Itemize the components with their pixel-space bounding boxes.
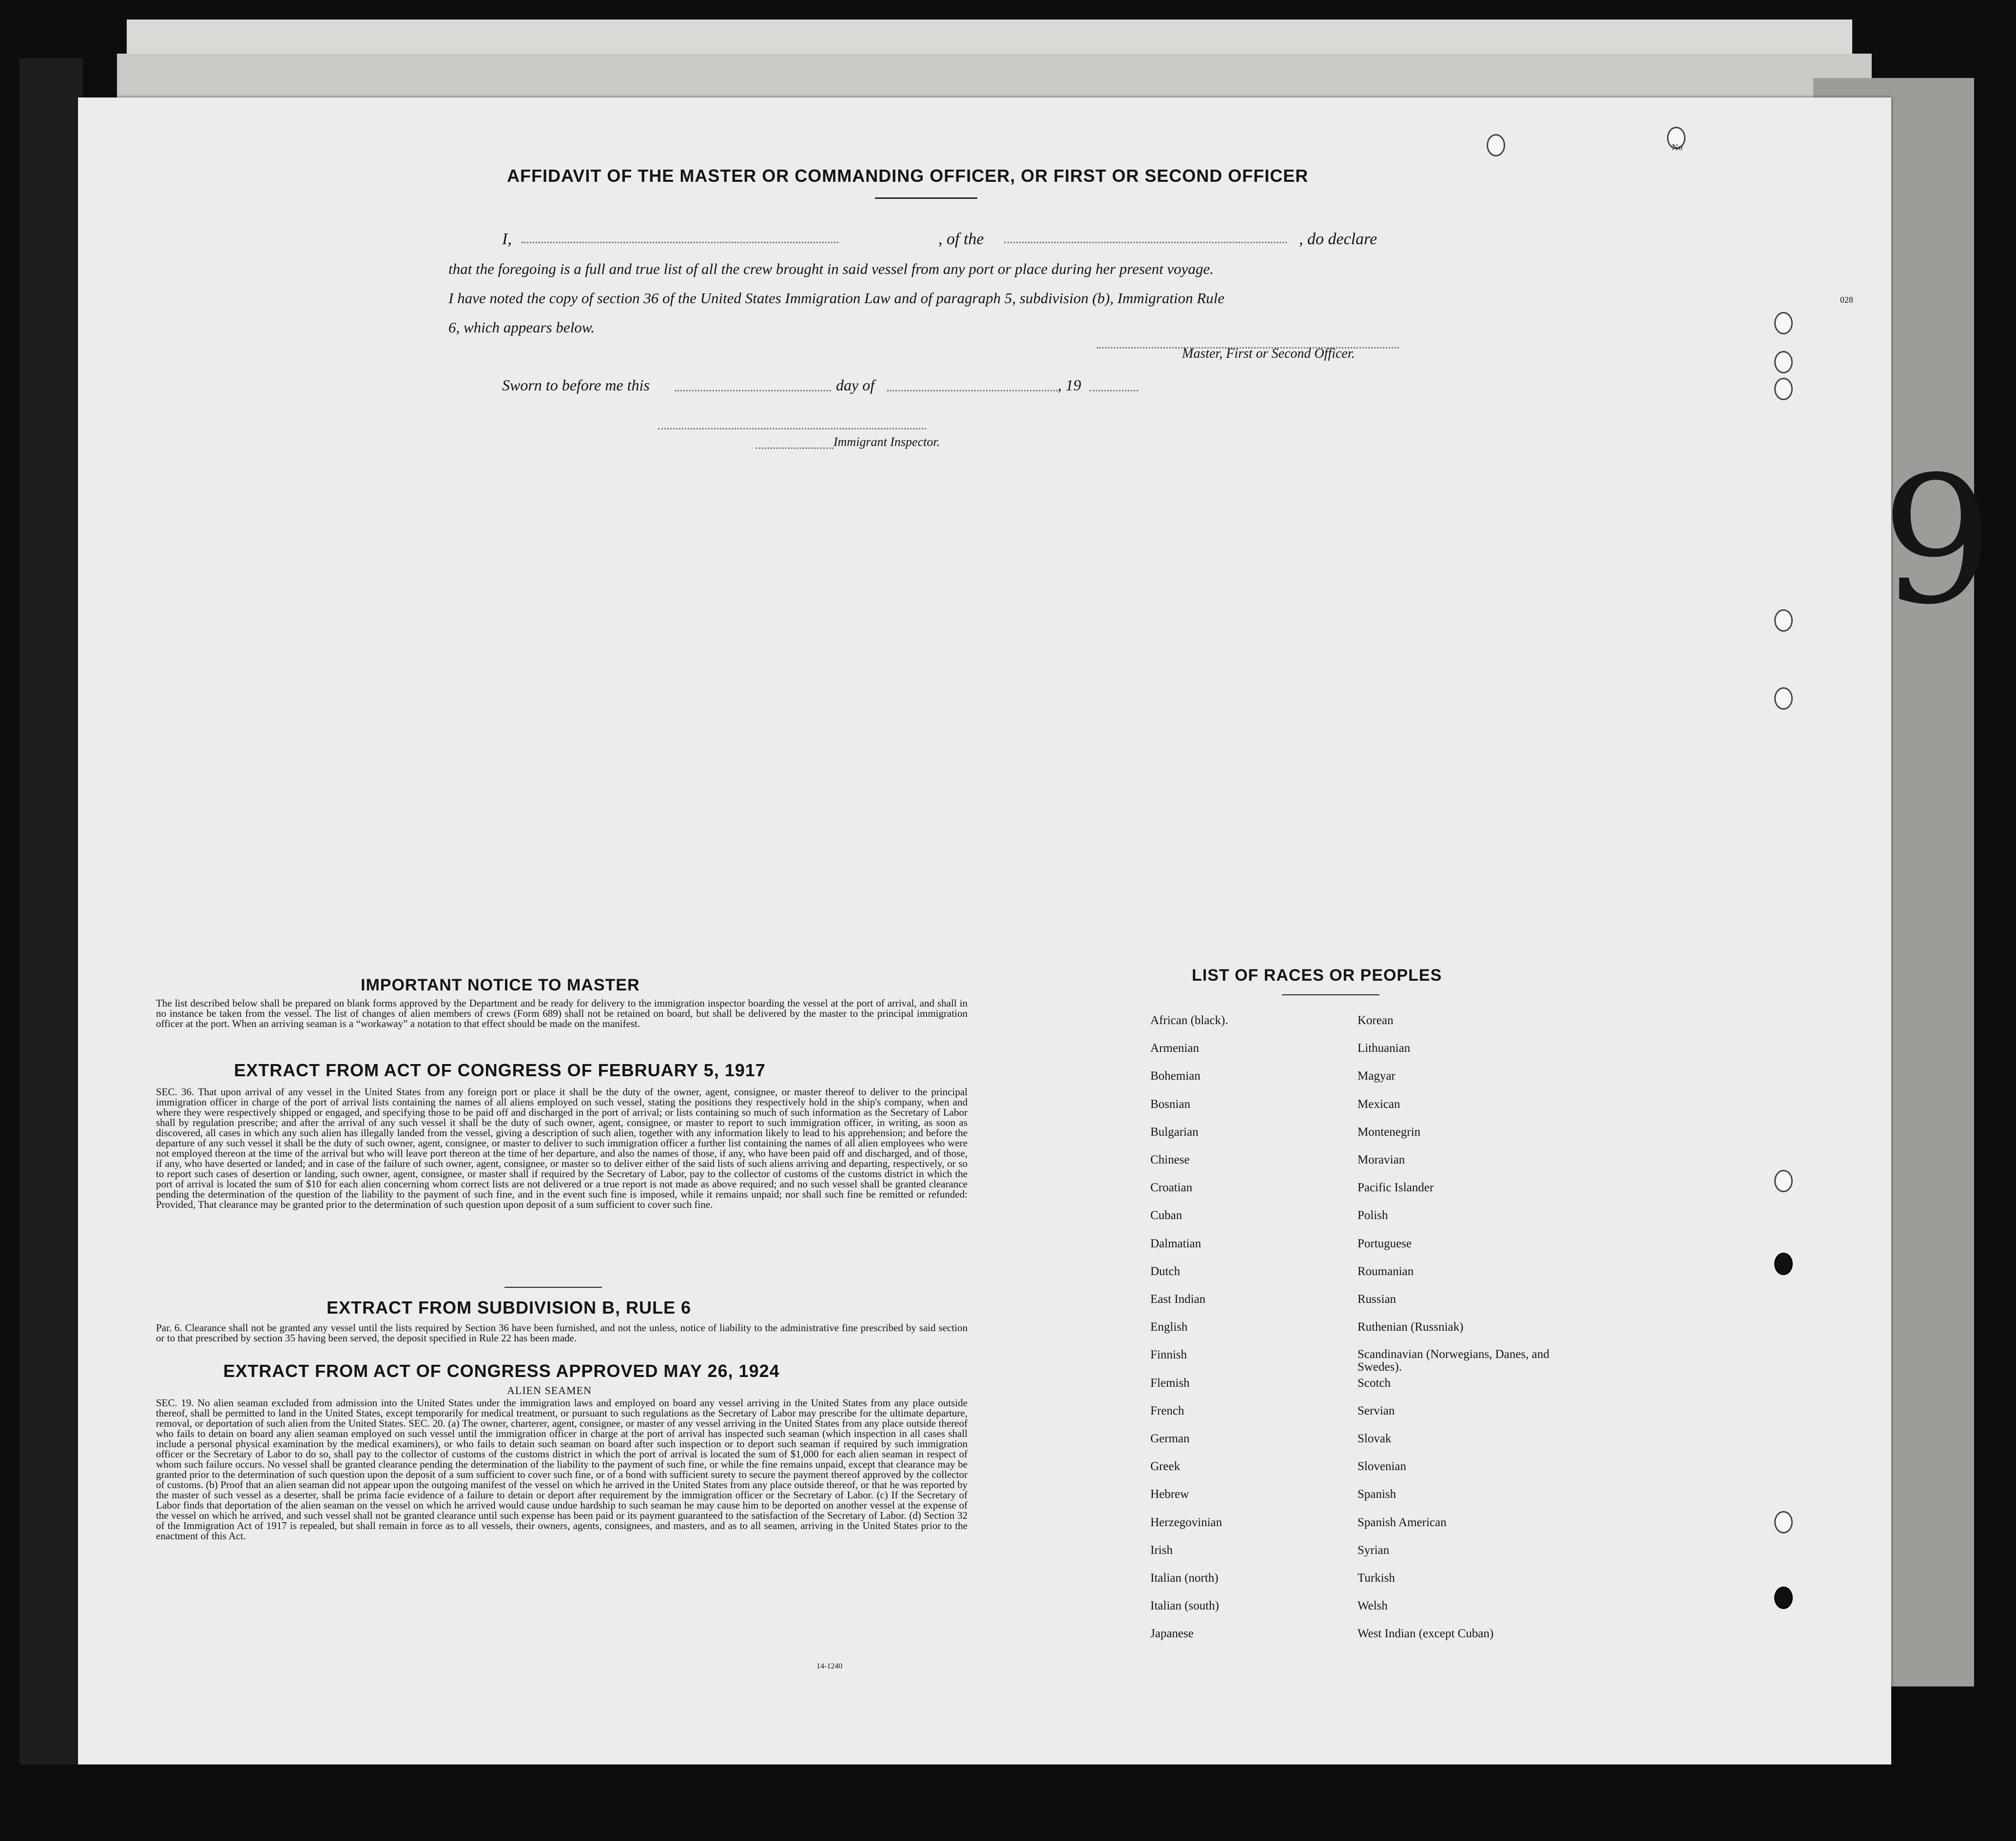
- folder-edge: [19, 58, 83, 1764]
- title-underline: [875, 197, 977, 199]
- year-prefix: , 19: [1058, 376, 1081, 394]
- race-item: Portuguese: [1357, 1237, 1412, 1250]
- race-item: Slovak: [1357, 1432, 1392, 1445]
- form-number: 14-1240: [816, 1662, 843, 1670]
- race-item: Syrian: [1357, 1543, 1390, 1557]
- handwritten-number: 9: [1881, 439, 1994, 643]
- affidavit-line-2: that the foregoing is a full and true list of all the crew brought in said vessel from any port or place during her present voyage.: [448, 260, 1214, 277]
- sworn-month-field[interactable]: [887, 390, 1058, 391]
- extract-rule6-title: EXTRACT FROM SUBDIVISION B, RULE 6: [327, 1298, 692, 1318]
- top-right-code: No: [1672, 142, 1683, 152]
- race-item: German: [1150, 1432, 1190, 1445]
- race-item: Moravian: [1357, 1153, 1405, 1166]
- race-item: Mexican: [1357, 1097, 1400, 1111]
- inspector-label: Immigrant Inspector.: [834, 435, 940, 449]
- form-sheet: [78, 97, 1994, 1764]
- vessel-field[interactable]: [1004, 242, 1287, 243]
- extract-1924-title: EXTRACT FROM ACT OF CONGRESS APPROVED MAY 26, 1924: [223, 1361, 780, 1381]
- race-item: Korean: [1357, 1014, 1394, 1027]
- race-item: Armenian: [1150, 1042, 1199, 1055]
- race-item: French: [1150, 1404, 1184, 1417]
- race-item: Lithuanian: [1357, 1042, 1411, 1055]
- race-item: Ruthenian (Russniak): [1357, 1320, 1464, 1334]
- extract-1917-text: SEC. 36. That upon arrival of any vessel in the United States from any foreign port or place it shall be the duty of the owner, agent, consignee, or master thereof to deliver to the principal immigration officer in charge of the port of arrival lists containing the names of all aliens employed on such vessel, stating the positions they respectively hold in the ship's company, when and where they were respectively shipped or engaged, and specifying those to be paid off and discharged in the port of arrival; or lists containing so much of such information as the Secretary of Labor shall by regulation prescribe; and after the arrival of any such vessel it shall be the duty of such owner, agent, consignee, or master to report to such immigration officer, in writing, as soon as discovered, all cases in which any such alien has illegally landed from the vessel, giving a description of such alien, together with any information likely to lead to his apprehension; and before the departure of any such vessel it shall be the duty of such owner, agent, consignee, or master to deliver to such immigration officer a further list containing the names of all alien employees who were not employed thereon at the time of the arrival but who will leave port thereon at the time of her departure, and also the names of those, if any, who have been paid off and discharged, and of those, if any, who have deserted or landed; and in case of the failure of such owner, agent, consignee, or master so to deliver either of the said lists of such aliens arriving and departing, respectively, or so to report such cases of desertion or landing, such owner, agent, consignee, or master shall if required by the Secretary of Labor, pay to the collector of customs of the customs district in which the port of arrival is located the sum of $10 for each alien concerning whom correct lists are not delivered or a true report is not made as above required; and no such vessel shall be granted clearance pending the determination of the question of the liability to the payment of such fine, and in the event such fine is imposed, while it remains unpaid; nor shall such fine be remitted or refunded: Provided, That clearance may be granted prior to the determination of such question upon deposit of a sum sufficient to cover such fine.: [156, 1087, 968, 1210]
- race-item: Cuban: [1150, 1209, 1182, 1222]
- divider-rule: [504, 1287, 602, 1288]
- race-item: Bosnian: [1150, 1097, 1190, 1111]
- race-item: Welsh: [1357, 1599, 1388, 1613]
- races-title-underline: [1282, 994, 1379, 995]
- race-item: Japanese: [1150, 1627, 1194, 1641]
- race-item: African (black).: [1150, 1014, 1228, 1027]
- race-item: Pacific Islander: [1357, 1181, 1434, 1195]
- race-item: English: [1150, 1320, 1188, 1334]
- race-item: Turkish: [1357, 1571, 1395, 1585]
- extract-1917-title: EXTRACT FROM ACT OF CONGRESS OF FEBRUARY 5, 1917: [234, 1060, 766, 1080]
- race-item: Russian: [1357, 1293, 1396, 1306]
- race-item: Roumanian: [1357, 1264, 1414, 1278]
- punch-hole: [1774, 351, 1793, 373]
- race-item: Scotch: [1357, 1376, 1391, 1390]
- edge-code: 028: [1840, 295, 1853, 305]
- affidavit-line-3: I have noted the copy of section 36 of the United States Immigration Law and of paragraph 5, subdivision (b), Immigration Rule: [448, 290, 1225, 307]
- race-item: Italian (south): [1150, 1599, 1219, 1613]
- day-of-label: day of: [836, 376, 875, 394]
- race-item: Polish: [1357, 1209, 1388, 1222]
- notice-title: IMPORTANT NOTICE TO MASTER: [361, 976, 640, 994]
- race-item: East Indian: [1150, 1293, 1206, 1306]
- race-item: Bulgarian: [1150, 1125, 1199, 1139]
- punch-hole: [1774, 1587, 1793, 1609]
- name-field[interactable]: [522, 242, 838, 243]
- race-item: Scandinavian (Norwegians, Danes, and Swedes).: [1357, 1348, 1550, 1374]
- punch-hole: [1774, 609, 1793, 632]
- affidavit-of-the: , of the: [938, 230, 984, 248]
- race-item: Slovenian: [1357, 1460, 1406, 1473]
- sworn-label: Sworn to before me this: [502, 376, 650, 394]
- race-item: Chinese: [1150, 1153, 1190, 1166]
- race-item: West Indian (except Cuban): [1357, 1627, 1494, 1641]
- race-item: Spanish American: [1357, 1515, 1447, 1529]
- race-item: Irish: [1150, 1543, 1173, 1557]
- race-item: Italian (north): [1150, 1571, 1219, 1585]
- race-item: Flemish: [1150, 1376, 1190, 1390]
- punch-hole: [1487, 134, 1505, 156]
- race-item: Servian: [1357, 1404, 1395, 1417]
- punch-hole: [1774, 312, 1793, 334]
- affidavit-title: AFFIDAVIT OF THE MASTER OR COMMANDING OFFICER, OR FIRST OR SECOND OFFICER: [507, 166, 1309, 186]
- race-item: Dutch: [1150, 1264, 1181, 1278]
- notice-text: The list described below shall be prepared on blank forms approved by the Department and be ready for delivery to the immigration inspector boarding the vessel at the port of arrival, and shall in no instance be taken from the vessel. The list of changes of alien members of crews (Form 689) shall not be retained on board, but shall be delivered by the master to the principal immigration officer at the port. When an arriving seaman is a “workaway” a notation to that effect should be made on the manifest.: [156, 998, 968, 1029]
- sworn-day-field[interactable]: [675, 390, 831, 391]
- punch-hole: [1774, 1170, 1793, 1192]
- race-item: Greek: [1150, 1460, 1181, 1473]
- affidavit-do-declare: , do declare: [1299, 230, 1377, 248]
- race-item: Hebrew: [1150, 1488, 1189, 1501]
- inspector-signature-line-2[interactable]: [756, 447, 834, 449]
- race-item: Spanish: [1357, 1488, 1396, 1501]
- extract-1924-text: SEC. 19. No alien seaman excluded from admission into the United States under the immigration laws and employed on board any vessel arriving in the United States from any place outside thereof, shall be permitted to land in the United States, except temporarily for medical treatment, or pursuant to such regulations as the Secretary of Labor may prescribe for the ultimate departure, removal, or deportation of such alien from the United States. SEC. 20. (a) The owner, charterer, agent, consignee, or master of any vessel arriving in the United States from any place outside thereof who fails to detain on board any alien seaman employed on such vessel until the immigration officer in charge at the port of arrival has inspected such seaman (which inspection in all cases shall include a personal physical examination by the medical examiners), or who fails to detain such seaman on board after such inspection or to deport such seaman if required by such immigration officer or the Secretary of Labor to do so, shall pay to the collector of customs of the customs district in which the port of arrival is located the sum of $1,000 for each alien seaman in respect of whom such failure occurs. No vessel shall be granted clearance pending the determination of the liability to the payment of such fine, or while the fine remains unpaid, except that clearance may be granted prior to the determination of such question upon the deposit of a sum sufficient to cover such fine, or of a bond with sufficient surety to secure the payment thereof approved by the collector of customs. (b) Proof that an alien seaman did not appear upon the outgoing manifest of the vessel on which he arrived in the United States from any place outside thereof, or that he was reported by the master of such vessel as a deserter, shall be prima facie evidence of a failure to detain or deport after requirement by the immigration officer or the Secretary of Labor. (c) If the Secretary of Labor finds that deportation of the alien seaman on the vessel on which he arrived would cause undue hardship to such seaman he may cause him to be deported on another vessel at the expense of the vessel on which he arrived, and such vessel shall not be granted clearance until such expense has been paid or its payment guaranteed to the satisfaction of the Secretary of Labor. (d) Section 32 of the Immigration Act of 1917 is repealed, but shall remain in force as to all vessels, their owners, agents, consignees, and masters, and as to all seamen, arriving in the United States prior to the enactment of this Act.: [156, 1398, 968, 1542]
- race-item: Herzegovinian: [1150, 1515, 1222, 1529]
- sworn-year-field[interactable]: [1089, 390, 1138, 391]
- punch-hole: [1774, 1511, 1793, 1533]
- extract-1924-subtitle: ALIEN SEAMEN: [507, 1384, 592, 1396]
- race-item: Dalmatian: [1150, 1237, 1202, 1250]
- inspector-signature-line[interactable]: [658, 428, 926, 429]
- race-item: Magyar: [1357, 1069, 1396, 1083]
- race-item: Montenegrin: [1357, 1125, 1421, 1139]
- races-title: LIST OF RACES OR PEOPLES: [1192, 966, 1442, 985]
- affidavit-line-4: 6, which appears below.: [448, 319, 595, 336]
- master-signature-label: Master, First or Second Officer.: [1182, 346, 1355, 361]
- punch-hole: [1774, 1253, 1793, 1275]
- race-item: Croatian: [1150, 1181, 1193, 1195]
- punch-hole: [1774, 687, 1793, 710]
- punch-hole: [1774, 378, 1793, 400]
- race-item: Bohemian: [1150, 1069, 1201, 1083]
- extract-rule6-text: Par. 6. Clearance shall not be granted any vessel until the lists required by Section 36 have been furnished, and not the unless, notice of liability to the administrative fine prescribed by said section or to that prescribed by section 35 having been served, the deposit specified in Rule 22 has been made.: [156, 1323, 968, 1344]
- race-item: Finnish: [1150, 1348, 1187, 1362]
- affidavit-i: I,: [502, 230, 512, 248]
